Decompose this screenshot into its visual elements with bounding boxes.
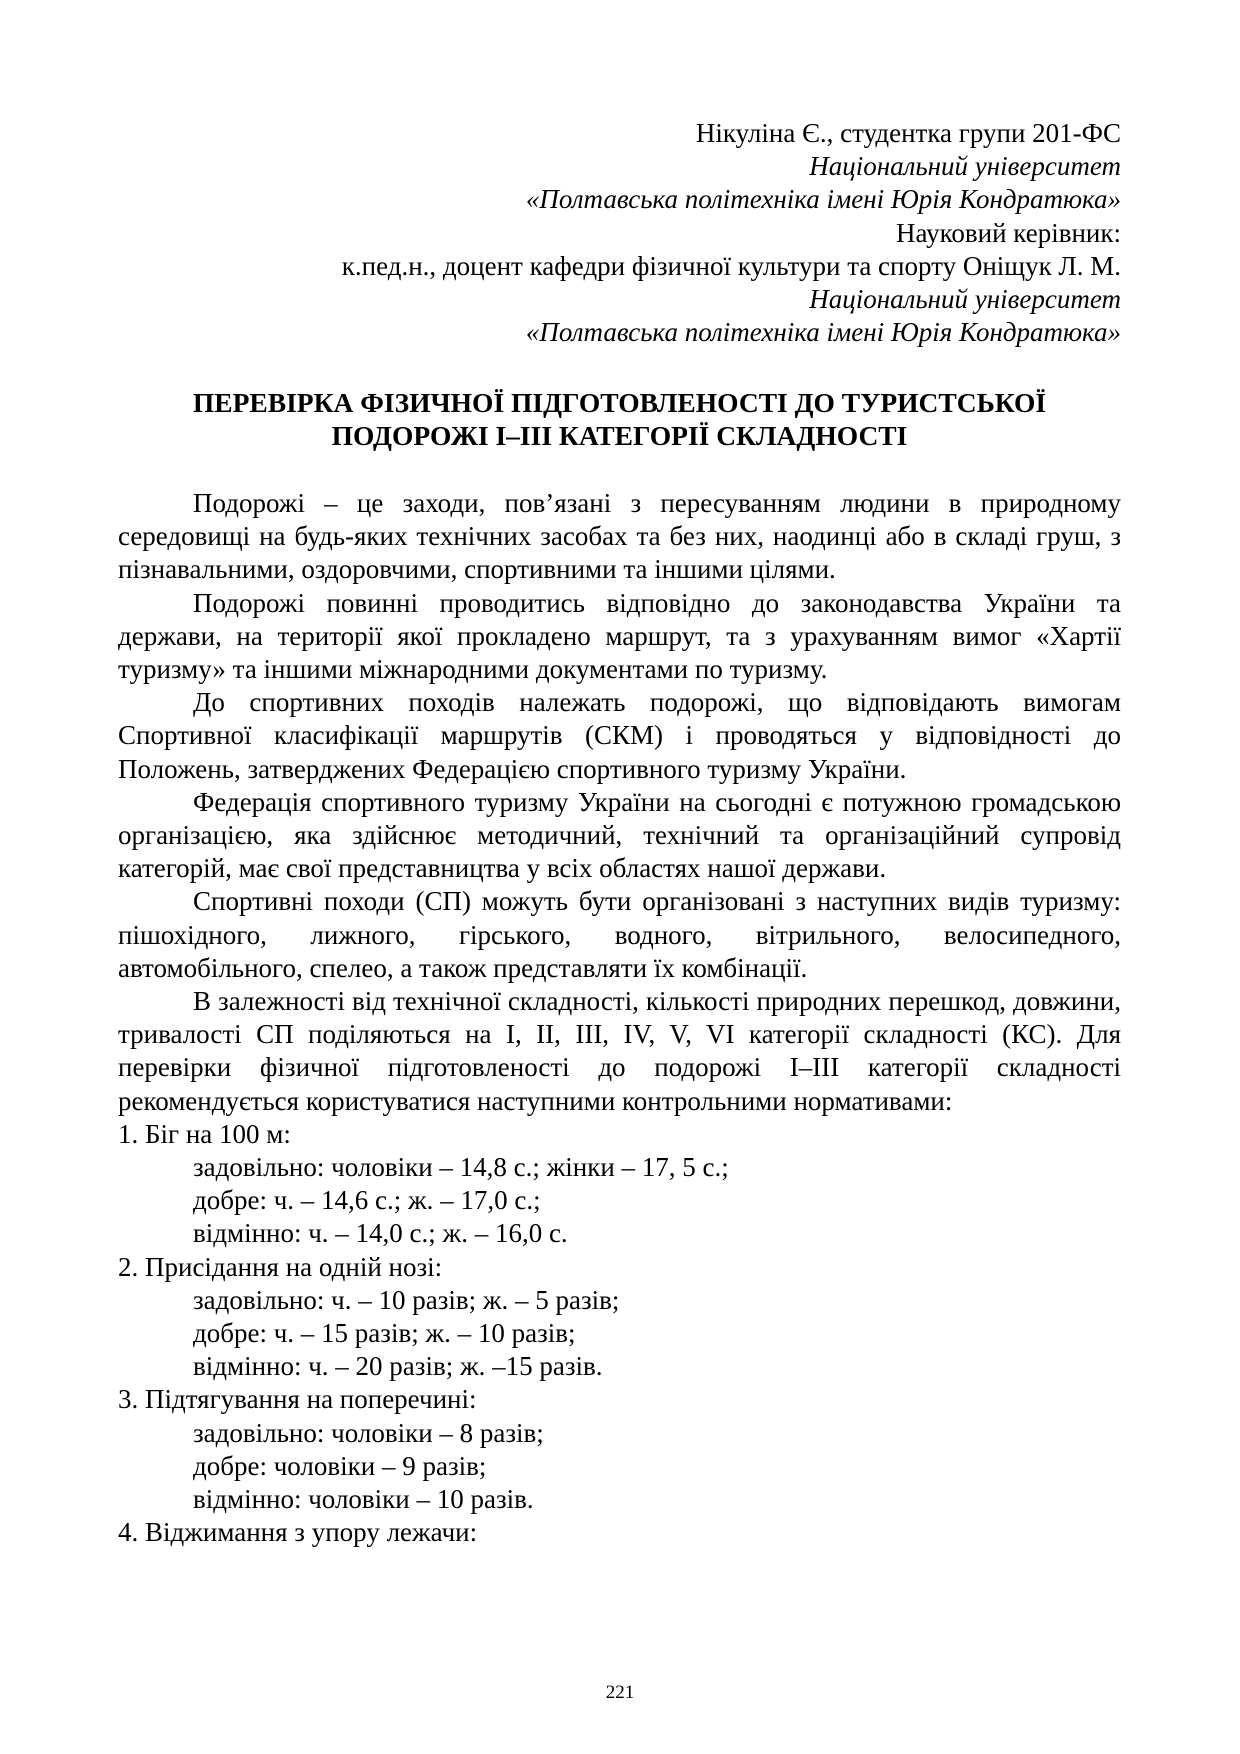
norm-item: відмінно: чоловіки – 10 разів. xyxy=(193,1484,534,1515)
norm-group-squats xyxy=(118,1251,1121,1384)
norm-group-pushups xyxy=(118,1516,1121,1549)
body-paragraph: Спортивні походи (СП) можуть бути організовані з наступних видів туризму: пішохідного, лижного, гірського, водного, вітрильного, велосипедного, автомобільного, спелео, а також представляти їх комбінації. xyxy=(118,886,1121,983)
norm-item: добре: чоловіки – 9 разів; xyxy=(193,1450,487,1481)
norm-item: задовільно: ч. – 10 разів; ж. – 5 разів; xyxy=(193,1284,620,1315)
supervisor-university-name-line: «Полтавська політехніка імені Юрія Кондратюка» xyxy=(525,317,1121,348)
norm-group-pullups xyxy=(118,1383,1121,1516)
body-paragraph: Подорожі – це заходи, пов’язані з пересуванням людини в природному середовищі на будь-яких технічних засобах та без них, наодинці або в складі груш, з пізнавальними, оздоровчими, спортивними та іншими цілями. xyxy=(118,488,1121,585)
norm-item: задовільно: чоловіки – 8 разів; xyxy=(193,1417,544,1448)
norm-item: відмінно: ч. – 14,0 с.; ж. – 16,0 с. xyxy=(193,1218,568,1249)
norms-list xyxy=(118,1118,1121,1550)
norm-heading: 2. Присідання на одній нозі: xyxy=(118,1251,443,1282)
norm-heading: 3. Підтягування на поперечині: xyxy=(118,1384,477,1415)
supervisor-label-line: Науковий керівник: xyxy=(896,217,1121,248)
body-paragraph: До спортивних походів належать подорожі, що відповідають вимогам Спортивної класифікації маршрутів (СКМ) і проводяться у відповідності до Положень, затверджених Федерацією спортивного туризму України. xyxy=(118,687,1121,784)
supervisor-name-line: к.пед.н., доцент кафедри фізичної культури та спорту Оніщук Л. М. xyxy=(341,250,1121,281)
norm-group-running xyxy=(118,1118,1121,1251)
norm-item: добре: ч. – 15 разів; ж. – 10 разів; xyxy=(193,1318,576,1349)
norm-item: добре: ч. – 14,6 с.; ж. – 17,0 с.; xyxy=(193,1185,541,1216)
body-paragraph: Федерація спортивного туризму України на сьогодні є потужною громадською організацією, яка здійснює методичний, технічний та організаційний супровід категорій, має свої представництва у всіх областях нашої держави. xyxy=(118,786,1121,884)
body-paragraph: Подорожі повинні проводитись відповідно до законодавства України та держави, на території якої прокладено маршрут, та з урахуванням вимог «Хартії туризму» та іншими міжнародними документами по туризму. xyxy=(118,587,1121,685)
author-affiliation-block xyxy=(118,117,1121,349)
title-line-1: ПЕРЕВІРКА ФІЗИЧНОЇ ПІДГОТОВЛЕНОСТІ ДО ТУРИСТСЬКОЇ xyxy=(192,387,1047,418)
page-number: 221 xyxy=(605,1682,635,1703)
author-university-line: Національний університет xyxy=(809,151,1121,182)
norm-item: задовільно: чоловіки – 14,8 с.; жінки – 17, 5 с.; xyxy=(193,1152,729,1183)
norm-item: відмінно: ч. – 20 разів; ж. –15 разів. xyxy=(193,1351,603,1382)
author-name-line: Нікуліна Є., студентка групи 201-ФС xyxy=(695,118,1121,148)
author-university-name-line: «Полтавська політехніка імені Юрія Кондратюка» xyxy=(525,184,1121,215)
supervisor-university-line: Національний університет xyxy=(809,284,1121,315)
title-line-2: ПОДОРОЖІ І–ІІІ КАТЕГОРІЇ СКЛАДНОСТІ xyxy=(331,420,908,451)
article-body xyxy=(118,487,1121,1550)
norm-heading: 1. Біг на 100 м: xyxy=(118,1118,291,1149)
article-title xyxy=(118,386,1121,452)
norm-heading: 4. Віджимання з упору лежачи: xyxy=(118,1517,478,1548)
body-paragraph: В залежності від технічної складності, кількості природних перешкод, довжини, тривалості СП поділяються на І, ІІ, ІІІ, IV, V, VI категорії складності (КС). Для перевірки фізичної підготовленості до подорожі І–ІІІ категорії складності рекомендується користуватися наступними контрольними нормативами: xyxy=(118,986,1121,1116)
